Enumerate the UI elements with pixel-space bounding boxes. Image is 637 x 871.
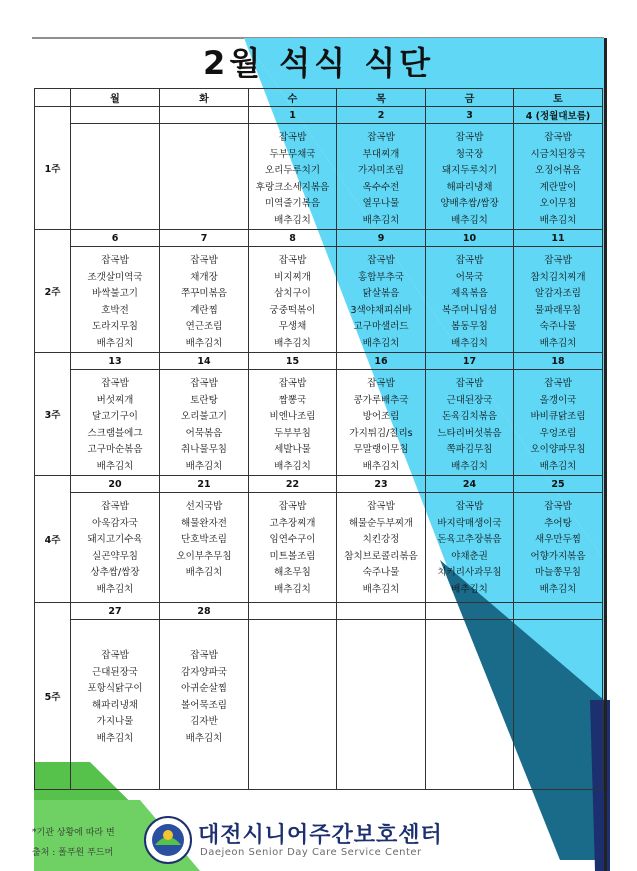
meal-cell bbox=[249, 493, 337, 603]
header-empty bbox=[35, 89, 71, 107]
menu-item: 잡곡밥 bbox=[455, 255, 484, 266]
date-cell: 6 bbox=[71, 230, 160, 247]
menu-item: 제육볶음 bbox=[451, 288, 488, 299]
menu-item: 잡곡밥 bbox=[544, 378, 572, 389]
date-cell: 20 bbox=[71, 476, 160, 493]
menu-item: 잡곡밥 bbox=[367, 132, 395, 143]
menu-item: 잡곡밥 bbox=[367, 501, 395, 512]
date-cell: 24 bbox=[426, 476, 514, 493]
menu-item: 복주머니딤섬 bbox=[441, 304, 498, 316]
menu-item: 미역줄기볶음 bbox=[264, 198, 321, 209]
menu-item: 잡곡밥 bbox=[544, 501, 572, 512]
meal-cell bbox=[514, 620, 603, 790]
menu-table bbox=[34, 88, 603, 790]
menu-item: 잡곡밥 bbox=[544, 255, 572, 266]
menu-item: 잡곡밥 bbox=[278, 501, 307, 512]
menu-item: 배추김치 bbox=[362, 583, 400, 595]
menu-item: 아욱감자국 bbox=[92, 517, 138, 529]
meal-cell bbox=[71, 370, 160, 476]
date-row bbox=[35, 476, 603, 493]
menu-item: 잡곡밥 bbox=[278, 378, 307, 389]
menu-item: 무생채 bbox=[278, 321, 307, 332]
meal-row bbox=[35, 247, 603, 353]
date-cell: 4 (정월대보름) bbox=[514, 107, 603, 124]
date-cell: 22 bbox=[249, 476, 337, 493]
menu-item: 해파리냉채 bbox=[92, 699, 138, 711]
menu-item: 잡곡밥 bbox=[367, 378, 395, 389]
header-sat: 토 bbox=[514, 89, 603, 107]
menu-item: 우엉조림 bbox=[539, 427, 577, 439]
menu-item: 배추김치 bbox=[539, 337, 577, 349]
menu-item: 오이양파무침 bbox=[530, 444, 586, 455]
date-cell: 27 bbox=[71, 603, 160, 620]
menu-item: 배추김치 bbox=[539, 460, 577, 472]
menu-item: 연근조림 bbox=[185, 321, 223, 332]
meal-cell bbox=[160, 247, 249, 353]
date-cell: 3 bbox=[426, 107, 514, 124]
menu-item: 배추김치 bbox=[185, 337, 223, 349]
meal-cell bbox=[160, 493, 249, 603]
header-fri: 금 bbox=[426, 89, 514, 107]
menu-item: 배추김치 bbox=[185, 567, 223, 578]
date-cell: 13 bbox=[71, 353, 160, 370]
menu-item: 토란탕 bbox=[190, 394, 218, 406]
menu-item: 호박전 bbox=[101, 304, 129, 316]
date-cell bbox=[337, 603, 426, 620]
header-thu: 목 bbox=[337, 89, 426, 107]
menu-item: 세발나물 bbox=[274, 444, 311, 455]
menu-item: 무말랭이무침 bbox=[353, 444, 409, 455]
date-cell bbox=[160, 107, 249, 124]
menu-item: 고구마순볶음 bbox=[87, 444, 143, 455]
meal-row bbox=[35, 124, 603, 230]
date-row bbox=[35, 603, 603, 620]
menu-item: 바싹불고기 bbox=[92, 288, 138, 299]
meal-cell bbox=[71, 247, 160, 353]
menu-item: 배추김치 bbox=[185, 732, 223, 744]
menu-item: 열무나물 bbox=[362, 198, 400, 209]
menu-item: 배추김치 bbox=[274, 337, 311, 349]
menu-item: 느타리버섯볶음 bbox=[437, 427, 502, 439]
menu-item: 어묵국 bbox=[455, 271, 484, 283]
week-label: 2주 bbox=[35, 230, 71, 353]
menu-item: 바비큐닭조림 bbox=[530, 411, 586, 422]
menu-item: 비엔나조림 bbox=[269, 411, 316, 422]
menu-item: 쭈꾸미볶음 bbox=[181, 288, 227, 299]
menu-item: 고구마샐러드 bbox=[353, 321, 409, 332]
date-cell: 10 bbox=[426, 230, 514, 247]
menu-item: 비지찌개 bbox=[274, 271, 311, 283]
menu-item: 올갱이국 bbox=[539, 394, 577, 406]
date-cell: 14 bbox=[160, 353, 249, 370]
meal-row bbox=[35, 370, 603, 476]
menu-item: 잡곡밥 bbox=[101, 378, 129, 389]
week-label: 1주 bbox=[35, 107, 71, 230]
meal-cell bbox=[160, 620, 249, 790]
menu-item: 닭살볶음 bbox=[362, 288, 400, 299]
meal-cell bbox=[249, 247, 337, 353]
meal-cell bbox=[71, 124, 160, 230]
menu-item: 알감자조림 bbox=[535, 288, 581, 299]
menu-item: 잡곡밥 bbox=[455, 378, 484, 389]
menu-item: 잡곡밥 bbox=[101, 255, 129, 266]
menu-item: 배추김치 bbox=[96, 460, 134, 472]
meal-cell bbox=[426, 370, 514, 476]
menu-item: 부대찌개 bbox=[362, 148, 400, 160]
date-cell: 8 bbox=[249, 230, 337, 247]
date-cell: 2 bbox=[337, 107, 426, 124]
page-title: 2월 석식 식단 bbox=[202, 44, 435, 82]
footer-note: *기관 상황에 따라 변 bbox=[32, 828, 115, 838]
menu-item: 오이무침 bbox=[539, 198, 577, 209]
header-tue: 화 bbox=[160, 89, 249, 107]
menu-item: 배추김치 bbox=[96, 337, 134, 349]
menu-item: 시금치된장국 bbox=[530, 148, 586, 160]
menu-item: 해물순두부찌개 bbox=[348, 517, 414, 529]
menu-item: 배추김치 bbox=[451, 583, 488, 595]
menu-item: 바지락매생이국 bbox=[437, 517, 502, 529]
menu-item: 선지국밥 bbox=[185, 501, 223, 512]
menu-item: 야채춘권 bbox=[451, 550, 488, 562]
menu-item: 가지튀김/칠리s bbox=[349, 427, 413, 439]
menu-item: 채개장 bbox=[190, 271, 218, 283]
menu-item: 배추김치 bbox=[274, 583, 311, 595]
week-label: 4주 bbox=[35, 476, 71, 603]
date-cell: 23 bbox=[337, 476, 426, 493]
menu-item: 쪽파김무침 bbox=[446, 444, 493, 455]
menu-item: 숙주나물 bbox=[539, 321, 577, 332]
menu-item: 홍합부추국 bbox=[358, 271, 404, 283]
meal-cell bbox=[337, 620, 426, 790]
menu-item: 계란찜 bbox=[190, 304, 218, 316]
menu-item: 어묵볶음 bbox=[185, 427, 223, 439]
date-row bbox=[35, 353, 603, 370]
menu-item: 오이부추무침 bbox=[176, 550, 232, 562]
menu-item: 오리두루치기 bbox=[264, 165, 321, 176]
menu-item: 청국장 bbox=[455, 148, 484, 160]
menu-item: 배추김치 bbox=[362, 337, 400, 349]
menu-item: 미트볼조림 bbox=[269, 550, 316, 562]
meal-cell bbox=[337, 247, 426, 353]
center-name: 대전시니어주간보호센터 bbox=[198, 823, 443, 848]
menu-item: 잡곡밥 bbox=[190, 650, 218, 661]
meal-cell bbox=[71, 493, 160, 603]
menu-item: 짬뽕국 bbox=[278, 394, 307, 406]
date-cell: 16 bbox=[337, 353, 426, 370]
menu-item: 취나물무침 bbox=[181, 444, 227, 455]
menu-item: 해초무침 bbox=[274, 567, 311, 578]
meal-cell bbox=[514, 370, 603, 476]
menu-item: 배추김치 bbox=[96, 732, 134, 744]
menu-item: 배추김치 bbox=[274, 460, 311, 472]
menu-item: 참치김치찌개 bbox=[530, 271, 586, 283]
date-cell: 9 bbox=[337, 230, 426, 247]
date-cell: 17 bbox=[426, 353, 514, 370]
meal-cell bbox=[249, 124, 337, 230]
date-cell bbox=[514, 603, 603, 620]
menu-item: 두부부침 bbox=[274, 427, 311, 439]
week-label: 3주 bbox=[35, 353, 71, 476]
menu-item: 돈육고추장볶음 bbox=[437, 534, 502, 545]
meal-cell bbox=[426, 124, 514, 230]
menu-item: 잡곡밥 bbox=[455, 501, 484, 512]
date-cell: 18 bbox=[514, 353, 603, 370]
meal-row bbox=[35, 493, 603, 603]
menu-item: 물파래무침 bbox=[535, 304, 581, 316]
meal-cell bbox=[71, 620, 160, 790]
menu-item: 새우만두찜 bbox=[535, 534, 581, 545]
menu-item: 오리불고기 bbox=[181, 411, 227, 422]
menu-item: 근대된장국 bbox=[92, 666, 138, 678]
menu-item: 아귀순살찜 bbox=[181, 683, 227, 694]
menu-item: 마늘쫑무침 bbox=[535, 567, 581, 578]
meal-cell bbox=[160, 124, 249, 230]
meal-cell bbox=[514, 124, 603, 230]
menu-item: 궁중떡볶이 bbox=[269, 304, 316, 316]
menu-item: 콩가루배추국 bbox=[353, 394, 409, 406]
menu-item: 어향가지볶음 bbox=[530, 550, 586, 562]
menu-item: 숙주나물 bbox=[362, 567, 400, 578]
menu-item: 잡곡밥 bbox=[190, 378, 218, 389]
menu-item: 잡곡밥 bbox=[101, 501, 129, 512]
menu-item: 임연수구이 bbox=[269, 534, 316, 545]
menu-item: 방어조림 bbox=[362, 411, 400, 422]
date-cell: 7 bbox=[160, 230, 249, 247]
menu-item: 스크램블에그 bbox=[87, 427, 143, 439]
menu-item: 잡곡밥 bbox=[278, 132, 307, 143]
menu-item: 도라지무침 bbox=[92, 321, 138, 332]
menu-item: 잡곡밥 bbox=[367, 255, 395, 266]
menu-item: 김자반 bbox=[190, 716, 218, 727]
date-cell bbox=[249, 603, 337, 620]
date-cell: 21 bbox=[160, 476, 249, 493]
meal-cell bbox=[249, 620, 337, 790]
menu-item: 3색야채피쉬바 bbox=[350, 304, 412, 316]
meal-cell bbox=[337, 493, 426, 603]
date-row bbox=[35, 107, 603, 124]
date-cell bbox=[71, 107, 160, 124]
menu-item: 달고기구이 bbox=[92, 411, 138, 422]
menu-item: 조갯살미역국 bbox=[87, 271, 143, 283]
meal-cell bbox=[426, 493, 514, 603]
date-cell: 1 bbox=[249, 107, 337, 124]
date-cell bbox=[426, 603, 514, 620]
menu-item: 봄동무침 bbox=[451, 321, 488, 332]
week-label: 5주 bbox=[35, 603, 71, 790]
meal-cell bbox=[160, 370, 249, 476]
menu-item: 배추김치 bbox=[96, 583, 134, 595]
meal-cell bbox=[426, 247, 514, 353]
menu-item: 잡곡밥 bbox=[278, 255, 307, 266]
menu-item: 가지나물 bbox=[96, 716, 134, 727]
menu-item: 돼지고기수육 bbox=[87, 534, 143, 545]
meal-cell bbox=[514, 247, 603, 353]
center-name-en: Daejeon Senior Day Care Service Center bbox=[200, 847, 422, 858]
meal-cell bbox=[426, 620, 514, 790]
menu-item: 배추김치 bbox=[185, 460, 223, 472]
menu-item: 두부무채국 bbox=[269, 148, 316, 160]
menu-item: 포항식닭구이 bbox=[87, 683, 143, 694]
menu-item: 돼지두루치기 bbox=[441, 165, 498, 176]
center-logo-icon bbox=[143, 815, 193, 865]
footer-source: 출처 : 폴푸원 푸드머 bbox=[32, 848, 114, 858]
menu-item: 오징어볶음 bbox=[535, 165, 581, 176]
meal-cell bbox=[337, 370, 426, 476]
menu-item: 잡곡밥 bbox=[455, 132, 484, 143]
meal-cell bbox=[249, 370, 337, 476]
menu-item: 배추김치 bbox=[274, 214, 311, 226]
menu-item: 근대된장국 bbox=[446, 394, 493, 406]
meal-cell bbox=[514, 493, 603, 603]
menu-item: 감자양파국 bbox=[181, 666, 227, 678]
menu-item: 옥수수전 bbox=[362, 181, 400, 193]
date-cell: 11 bbox=[514, 230, 603, 247]
menu-item: 참치브로콜리볶음 bbox=[344, 550, 418, 562]
menu-item: 배추김치 bbox=[451, 460, 488, 472]
menu-item: 치킨강정 bbox=[362, 534, 400, 545]
date-cell: 15 bbox=[249, 353, 337, 370]
date-cell: 25 bbox=[514, 476, 603, 493]
menu-item: 양배추쌈/쌈장 bbox=[440, 198, 499, 209]
menu-item: 고추장찌개 bbox=[269, 517, 316, 529]
menu-item: 버섯찌개 bbox=[96, 394, 134, 406]
menu-item: 후랑크소세지볶음 bbox=[255, 181, 330, 193]
menu-item: 잡곡밥 bbox=[544, 132, 572, 143]
menu-item: 배추김치 bbox=[451, 214, 488, 226]
menu-item: 배추김치 bbox=[362, 214, 400, 226]
menu-item: 배추김치 bbox=[539, 583, 577, 595]
menu-item: 치커리사과무침 bbox=[437, 567, 502, 578]
menu-item: 계란말이 bbox=[539, 181, 577, 193]
menu-item: 돈육김치볶음 bbox=[441, 411, 498, 422]
meal-cell bbox=[337, 124, 426, 230]
menu-item: 단호박조림 bbox=[181, 534, 227, 545]
header-wed: 수 bbox=[249, 89, 337, 107]
menu-item: 배추김치 bbox=[539, 214, 577, 226]
menu-item: 가자미조림 bbox=[358, 165, 404, 176]
date-row bbox=[35, 230, 603, 247]
header-mon: 월 bbox=[71, 89, 160, 107]
menu-item: 배추김치 bbox=[362, 460, 400, 472]
menu-item: 볼어묵조림 bbox=[181, 699, 227, 711]
menu-item: 상추쌈/쌈장 bbox=[90, 567, 140, 578]
menu-item: 해파리냉채 bbox=[446, 181, 493, 193]
menu-item: 실곤약무침 bbox=[92, 550, 138, 562]
menu-item: 추어탕 bbox=[544, 517, 572, 529]
menu-item: 잡곡밥 bbox=[190, 255, 218, 266]
meal-row bbox=[35, 620, 603, 790]
menu-item: 배추김치 bbox=[451, 337, 488, 349]
header-row bbox=[35, 89, 603, 107]
menu-item: 잡곡밥 bbox=[101, 650, 129, 661]
date-cell: 28 bbox=[160, 603, 249, 620]
menu-item: 해물완자전 bbox=[181, 517, 227, 529]
menu-item: 삼치구이 bbox=[274, 288, 311, 299]
